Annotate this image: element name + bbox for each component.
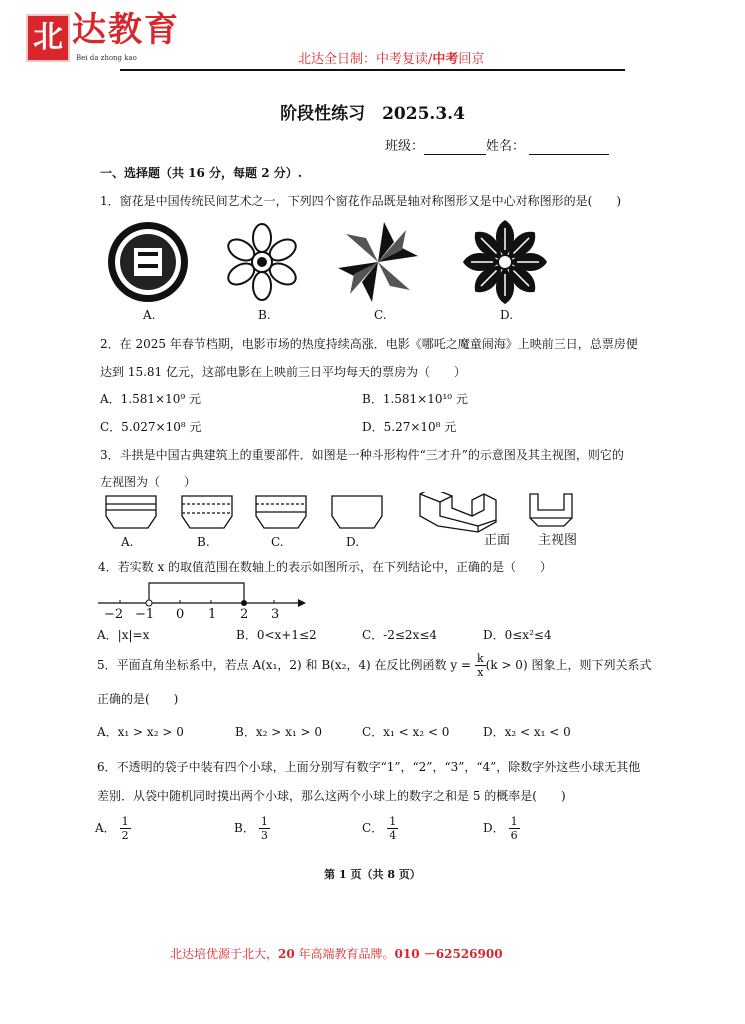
q2-option-b[interactable]: B．1.581×10¹⁰ 元 (362, 392, 468, 406)
tick-label: 3 (271, 607, 280, 622)
q6-option-d[interactable]: D． $\frac{1}{6}$ (483, 815, 518, 842)
class-label: 班级： (385, 139, 425, 154)
open-point (146, 600, 152, 606)
fraction-k-over-x: $\frac{k}{x}$ (477, 652, 484, 679)
q3-label-b: B. (197, 535, 210, 549)
left-view-d (332, 496, 382, 528)
left-view-c (256, 496, 306, 528)
sancaisheng-3d (420, 492, 496, 532)
page-title: 阶段性练习 2025.3.4 (280, 104, 465, 124)
bottom-slogan: 北达培优源于北大，20 年高端教育品牌。010 －62526900 (170, 947, 503, 961)
q3-line2: 左视图为（ ） (100, 475, 197, 489)
q2-option-c[interactable]: C．5.027×10⁸ 元 (100, 420, 202, 434)
header-rule (120, 69, 625, 71)
q4-option-d[interactable]: D．0≤x²≤4 (483, 628, 552, 642)
logo-subtitle: Bei da zhong kao (76, 54, 137, 62)
q4-option-c[interactable]: C．-2≤2x≤4 (362, 628, 438, 642)
q3-label-d: D. (346, 535, 360, 549)
q3-figures (100, 492, 600, 534)
tick-label: −1 (135, 607, 155, 622)
window-flower-d (463, 220, 547, 304)
main-view-label: 主视图 (538, 533, 578, 548)
q3-line1: 3．斗拱是中国古典建筑上的重要部件．如图是一种斗形构件“三才升”的示意图及其主视图，则它的 (100, 448, 624, 462)
q1-label-b: B. (258, 308, 271, 322)
closed-point (241, 600, 247, 606)
tick-label: 0 (176, 607, 185, 622)
q1-label-c: C. (374, 308, 387, 322)
q5-option-a[interactable]: A．x₁ > x₂ > 0 (97, 725, 184, 739)
q3-label-c: C. (271, 535, 284, 549)
q6-line1: 6．不透明的袋子中装有四个小球，上面分别写有数字“1”，“2”，“3”，“4”，除数字外这些小球无其他 (97, 760, 641, 774)
window-flower-c (338, 222, 418, 302)
header-slogan: 北达全日制：中考复读/中考回京 (298, 52, 485, 67)
q6-line2: 差别．从袋中随机同时摸出两个小球，那么这两个小球上的数字之和是 5 的概率是( ) (97, 789, 566, 803)
name-label: 姓名： (486, 139, 526, 154)
section-heading: 一、选择题（共 16 分，每题 2 分）. (100, 166, 302, 180)
tick-label: 2 (240, 607, 249, 622)
page-number: 第 1 页（共 8 页） (324, 868, 421, 881)
student-fields (385, 139, 609, 155)
front-label: 正面 (484, 533, 511, 548)
number-line (96, 578, 306, 608)
left-view-b (182, 496, 232, 528)
tick-label: 1 (208, 607, 217, 622)
class-field[interactable] (424, 142, 486, 155)
q5-option-c[interactable]: C．x₁ < x₂ < 0 (362, 725, 450, 739)
name-field[interactable] (529, 142, 609, 155)
window-flower-b (225, 224, 300, 300)
window-flower-a (108, 222, 188, 302)
q1-label-d: D. (500, 308, 514, 322)
q2-option-d[interactable]: D．5.27×10⁸ 元 (362, 420, 457, 434)
main-view (530, 494, 572, 526)
q3-label-a: A. (121, 535, 134, 549)
q5-option-d[interactable]: D．x₂ < x₁ < 0 (483, 725, 571, 739)
tick-label: −2 (104, 607, 124, 622)
q6-option-a[interactable]: A． $\frac{1}{2}$ (95, 815, 129, 842)
q4-text: 4．若实数 x 的取值范围在数轴上的表示如图所示，在下列结论中，正确的是（ ） (98, 560, 553, 574)
q1-text: 1．窗花是中国传统民间艺术之一，下列四个窗花作品既是轴对称图形又是中心对称图形的是( ) (100, 194, 622, 208)
q4-option-a[interactable]: A．|x|=x (97, 628, 150, 642)
q2-line2: 达到 15.81 亿元，这部电影在上映前三日平均每天的票房为（ ） (100, 365, 466, 379)
left-view-a (106, 496, 156, 528)
q2-line1: 2．在 2025 年春节档期，电影市场的热度持续高涨．电影《哪吒之魔童闹海》上映前三日，总票房便 (100, 337, 638, 351)
q6-option-b[interactable]: B． $\frac{1}{3}$ (234, 815, 268, 842)
q1-label-a: A. (143, 308, 156, 322)
q6-option-c[interactable]: C． $\frac{1}{4}$ (362, 815, 397, 842)
q5-line1: 5．平面直角坐标系中，若点 A(x₁，2) 和 B(x₂，4) 在反比例函数 y = $\frac{k}{x}$ (k > 0) 图象上，则下列关系式 (97, 652, 652, 679)
q1-window-figures (100, 218, 570, 306)
logo-mark: 北 (26, 14, 70, 62)
q5-line2: 正确的是( ) (97, 692, 179, 706)
q2-option-a[interactable]: A．1.581×10⁹ 元 (100, 392, 201, 406)
q4-option-b[interactable]: B．0<x+1≤2 (236, 628, 317, 642)
q5-option-b[interactable]: B．x₂ > x₁ > 0 (235, 725, 322, 739)
logo-name: 达教育 (72, 10, 180, 50)
